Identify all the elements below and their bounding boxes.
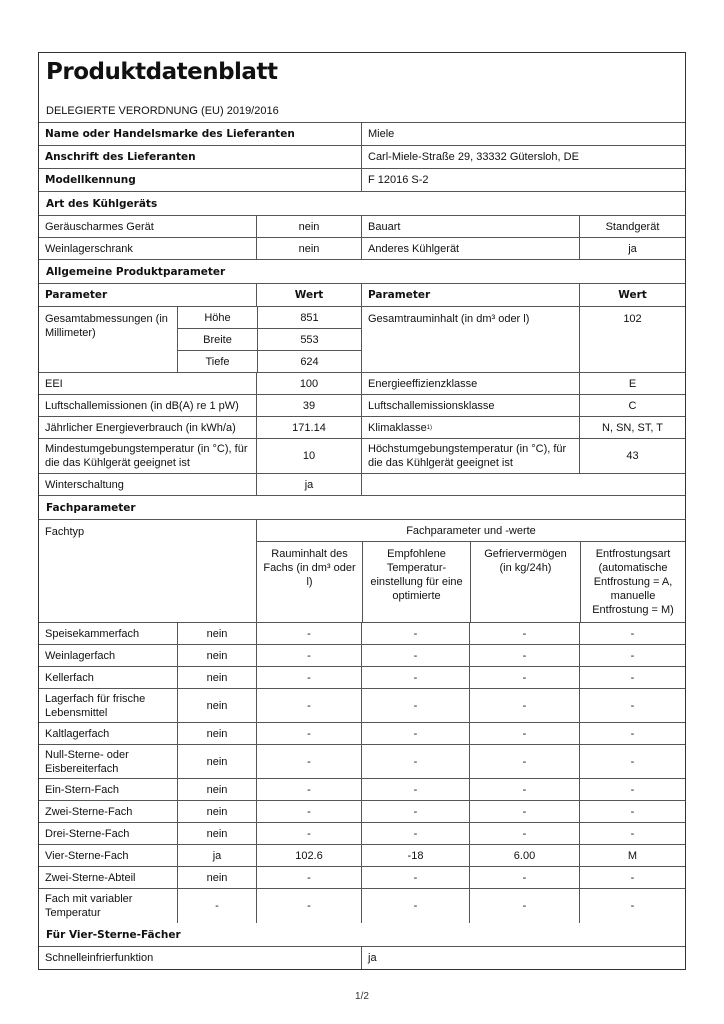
compartment-volume: - bbox=[256, 723, 361, 744]
quick-freeze-row bbox=[39, 947, 685, 969]
quiet-label: Geräuscharmes Gerät bbox=[45, 220, 154, 233]
table-row bbox=[39, 889, 685, 923]
volume-label: Gesamtrauminhalt (in dm³ oder l) bbox=[361, 307, 579, 372]
other-label: Anderes Kühlgerät bbox=[361, 238, 579, 259]
col-compartment-volume: Rauminhalt des Fachs (in dm³ oder l) bbox=[263, 548, 356, 588]
design-value: Standgerät bbox=[579, 216, 685, 237]
compartment-freezing: 6.00 bbox=[469, 845, 579, 866]
quick-freeze-value: ja bbox=[361, 947, 685, 969]
compartment-defrost: - bbox=[579, 801, 685, 822]
table-row bbox=[39, 645, 685, 667]
compartment-freezing: - bbox=[469, 779, 579, 800]
climate-class-label-cell bbox=[361, 417, 579, 438]
compartment-name: Zwei-Sterne-Abteil bbox=[45, 871, 136, 884]
type-row-2 bbox=[39, 238, 685, 260]
other-value: ja bbox=[579, 238, 685, 259]
compartment-freezing: - bbox=[469, 667, 579, 688]
compartment-defrost: - bbox=[579, 779, 685, 800]
general-section-header: Allgemeine Produktparameter bbox=[39, 260, 685, 284]
model-value: F 12016 S-2 bbox=[361, 169, 685, 191]
depth-subrow bbox=[178, 351, 361, 373]
design-label: Bauart bbox=[361, 216, 579, 237]
table-row bbox=[39, 745, 685, 779]
ambient-temp-row bbox=[39, 439, 685, 474]
compartment-freezing: - bbox=[469, 823, 579, 844]
model-row bbox=[39, 169, 685, 192]
table-row bbox=[39, 723, 685, 745]
dimensions-row bbox=[39, 307, 685, 373]
compartment-freezing: - bbox=[469, 889, 579, 923]
energy-label: Jährlicher Energieverbrauch (in kWh/a) bbox=[45, 421, 236, 434]
four-star-section-header: Für Vier-Sterne-Fächer bbox=[39, 923, 685, 947]
col-freezing-capacity: Gefriervermögen (in kg/24h) bbox=[470, 542, 580, 622]
compartment-temp: - bbox=[361, 623, 469, 644]
height-label: Höhe bbox=[204, 311, 231, 324]
compartment-present: nein bbox=[177, 723, 256, 744]
model-label: Modellkennung bbox=[45, 174, 136, 186]
compartment-name: Null-Sterne- oder Eisbereiterfach bbox=[45, 748, 129, 775]
climate-class-label: Klimaklasse bbox=[368, 421, 427, 434]
energy-value: 171.14 bbox=[256, 417, 361, 438]
compartment-volume: - bbox=[256, 801, 361, 822]
group-header-row bbox=[257, 520, 685, 542]
col-parameter: Parameter bbox=[45, 289, 108, 301]
supplier-address-label: Anschrift des Lieferanten bbox=[45, 151, 196, 163]
general-column-headers bbox=[39, 284, 685, 307]
noise-value: 39 bbox=[256, 395, 361, 416]
compartment-present: nein bbox=[177, 823, 256, 844]
compartment-present: nein bbox=[177, 779, 256, 800]
compartment-temp: - bbox=[361, 801, 469, 822]
noise-class-label: Luftschallemissionsklasse bbox=[361, 395, 579, 416]
max-temp-value: 43 bbox=[579, 439, 685, 473]
compartment-temp: - bbox=[361, 867, 469, 888]
compartment-volume: - bbox=[256, 889, 361, 923]
compartment-name: Kellerfach bbox=[45, 671, 94, 684]
compartment-name: Zwei-Sterne-Fach bbox=[45, 805, 133, 818]
max-temp-label: Höchstumgebungstemperatur (in °C), für die das Kühlgerät geeignet ist bbox=[361, 439, 579, 473]
compartment-freezing: - bbox=[469, 645, 579, 666]
dimensions-subtable bbox=[177, 307, 361, 372]
wine-value: nein bbox=[256, 238, 361, 259]
wine-label: Weinlagerschrank bbox=[45, 242, 133, 255]
height-subrow bbox=[178, 307, 361, 329]
table-row bbox=[39, 623, 685, 645]
regulation-text: DELEGIERTE VERORDNUNG (EU) 2019/2016 bbox=[39, 101, 685, 123]
compartment-present: ja bbox=[177, 845, 256, 866]
col-recommended-temp: Empfohlene Temperatur-einstellung für eine optimierte bbox=[362, 542, 470, 622]
compartment-defrost: - bbox=[579, 745, 685, 778]
dimensions-label: Gesamtabmessungen (in Millimeter) bbox=[45, 313, 168, 339]
col-value: Wert bbox=[256, 284, 361, 306]
climate-class-value: N, SN, ST, T bbox=[579, 417, 685, 438]
compartment-defrost: - bbox=[579, 867, 685, 888]
width-label: Breite bbox=[203, 333, 232, 346]
energy-row bbox=[39, 417, 685, 439]
table-row bbox=[39, 779, 685, 801]
compartment-volume: - bbox=[256, 745, 361, 778]
compartment-volume: - bbox=[256, 667, 361, 688]
compartment-defrost: - bbox=[579, 823, 685, 844]
compartment-freezing: - bbox=[469, 723, 579, 744]
compartment-freezing: - bbox=[469, 867, 579, 888]
type-row-1 bbox=[39, 216, 685, 238]
compartment-present: nein bbox=[177, 667, 256, 688]
compartment-volume: 102.6 bbox=[256, 845, 361, 866]
height-value: 851 bbox=[257, 307, 361, 328]
quick-freeze-label: Schnelleinfrierfunktion bbox=[45, 952, 154, 964]
table-row bbox=[39, 667, 685, 689]
eei-value: 100 bbox=[256, 373, 361, 394]
compartment-temp: - bbox=[361, 645, 469, 666]
compartment-defrost: - bbox=[579, 889, 685, 923]
col-defrost-type: Entfrostungsart (automatische Entfrostung = A, manuelle Entfrostung = M) bbox=[580, 542, 685, 622]
compartment-present: nein bbox=[177, 645, 256, 666]
compartment-present: - bbox=[177, 889, 256, 923]
compartment-temp: - bbox=[361, 745, 469, 778]
climate-class-footnote: 1) bbox=[426, 424, 433, 431]
compartment-name: Speisekammerfach bbox=[45, 627, 140, 640]
compartment-volume: - bbox=[256, 823, 361, 844]
width-subrow bbox=[178, 329, 361, 351]
depth-value: 624 bbox=[257, 351, 361, 373]
page-number: 1/2 bbox=[355, 991, 369, 1002]
eei-label: EEI bbox=[45, 377, 63, 390]
compartment-temp: - bbox=[361, 723, 469, 744]
compartment-defrost: - bbox=[579, 723, 685, 744]
winter-label: Winterschaltung bbox=[45, 478, 124, 491]
depth-label: Tiefe bbox=[205, 356, 230, 368]
compartment-rows bbox=[39, 623, 685, 923]
product-data-sheet bbox=[38, 52, 686, 970]
compartment-freezing: - bbox=[469, 623, 579, 644]
compartment-present: nein bbox=[177, 689, 256, 722]
compartment-name: Ein-Stern-Fach bbox=[45, 783, 119, 796]
compartment-temp: -18 bbox=[361, 845, 469, 866]
min-temp-value: 10 bbox=[256, 439, 361, 473]
compartment-temp: - bbox=[361, 889, 469, 923]
winter-value: ja bbox=[256, 474, 361, 495]
eei-row bbox=[39, 373, 685, 395]
compartment-present: nein bbox=[177, 745, 256, 778]
compartment-present: nein bbox=[177, 867, 256, 888]
compartment-column-headers bbox=[257, 542, 685, 622]
compartment-volume: - bbox=[256, 645, 361, 666]
compartment-temp: - bbox=[361, 689, 469, 722]
table-row bbox=[39, 845, 685, 867]
compartment-present: nein bbox=[177, 801, 256, 822]
compartment-freezing: - bbox=[469, 689, 579, 722]
type-section-header: Art des Kühlgeräts bbox=[39, 192, 685, 216]
compartment-defrost: - bbox=[579, 623, 685, 644]
compartment-name: Drei-Sterne-Fach bbox=[45, 827, 130, 840]
quiet-value: nein bbox=[256, 216, 361, 237]
compartment-name: Weinlagerfach bbox=[45, 649, 116, 662]
table-row bbox=[39, 801, 685, 823]
sheet-title: Produktdatenblatt bbox=[46, 59, 278, 85]
compartment-volume: - bbox=[256, 779, 361, 800]
compartment-defrost: - bbox=[579, 667, 685, 688]
energy-class-label: Energieeffizienzklasse bbox=[361, 373, 579, 394]
compartment-volume: - bbox=[256, 689, 361, 722]
noise-label: Luftschallemissionen (in dB(A) re 1 pW) bbox=[45, 399, 239, 412]
compartment-defrost: - bbox=[579, 645, 685, 666]
compartment-name: Lagerfach für frische Lebensmittel bbox=[45, 692, 146, 719]
supplier-address-row bbox=[39, 146, 685, 169]
energy-class-value: E bbox=[579, 373, 685, 394]
table-row bbox=[39, 689, 685, 723]
supplier-name-label: Name oder Handelsmarke des Lieferanten bbox=[45, 128, 295, 140]
min-temp-label: Mindestumgebungstemperatur (in °C), für die das Kühlgerät geeignet ist bbox=[45, 443, 248, 469]
compartment-defrost: M bbox=[579, 845, 685, 866]
compartment-volume: - bbox=[256, 623, 361, 644]
compartment-header-row bbox=[39, 520, 685, 623]
compartment-freezing: - bbox=[469, 801, 579, 822]
table-row bbox=[39, 867, 685, 889]
compartment-group-header: Fachparameter und -werte bbox=[406, 524, 536, 537]
supplier-address-value: Carl-Miele-Straße 29, 33332 Gütersloh, DE bbox=[361, 146, 685, 168]
winter-row bbox=[39, 474, 685, 496]
compartment-section-header: Fachparameter bbox=[39, 496, 685, 520]
supplier-name-row bbox=[39, 123, 685, 146]
supplier-name-value: Miele bbox=[361, 123, 685, 145]
table-row bbox=[39, 823, 685, 845]
col-value-2: Wert bbox=[579, 284, 685, 306]
compartment-freezing: - bbox=[469, 745, 579, 778]
volume-value: 102 bbox=[579, 307, 685, 372]
col-parameter-2: Parameter bbox=[361, 284, 579, 306]
compartment-present: nein bbox=[177, 623, 256, 644]
compartment-name: Vier-Sterne-Fach bbox=[45, 849, 129, 862]
compartment-name: Kaltlagerfach bbox=[45, 727, 110, 740]
compartment-temp: - bbox=[361, 667, 469, 688]
noise-class-value: C bbox=[579, 395, 685, 416]
compartment-volume: - bbox=[256, 867, 361, 888]
compartment-temp: - bbox=[361, 823, 469, 844]
compartment-type-label: Fachtyp bbox=[45, 526, 85, 538]
compartment-name: Fach mit variabler Temperatur bbox=[45, 893, 133, 919]
winter-empty-cell bbox=[361, 474, 685, 495]
compartment-defrost: - bbox=[579, 689, 685, 722]
noise-row bbox=[39, 395, 685, 417]
width-value: 553 bbox=[257, 329, 361, 350]
compartment-header-group bbox=[256, 520, 685, 622]
compartment-temp: - bbox=[361, 779, 469, 800]
